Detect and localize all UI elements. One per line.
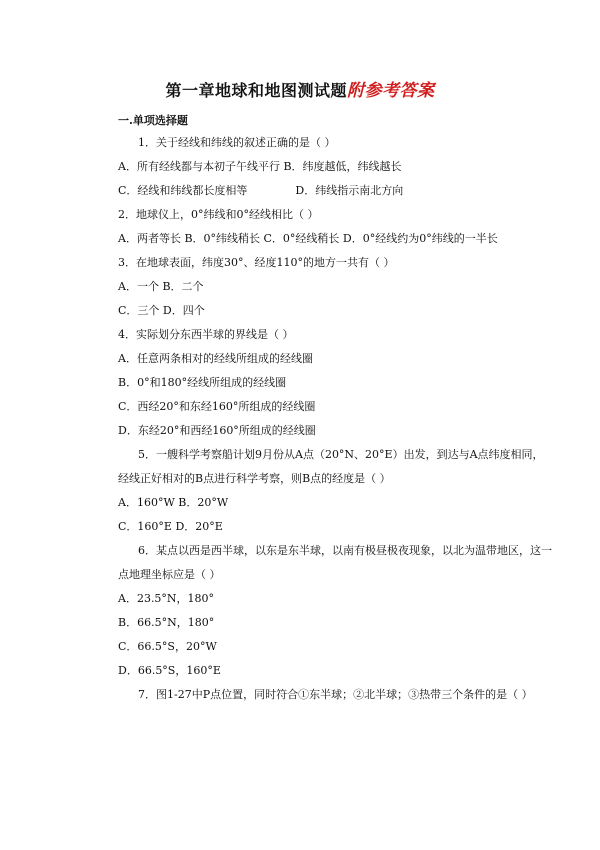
question-6-stem-line2: 点地理坐标应是（ ） [118,568,221,581]
question-3-options-cd: C．三个 D．四个 [118,304,205,317]
question-5-options-ab: A．160°W B．20°W [118,496,229,509]
question-1-option-d: D．纬线指示南北方向 [295,184,404,197]
question-1-stem: 1．关于经线和纬线的叙述正确的是（ ） [138,136,336,149]
question-1-options-ab: A．所有经线都与本初子午线平行 B．纬度越低，纬线越长 [118,160,402,173]
question-3-stem: 3．在地球表面，纬度30°、经度110°的地方一共有（ ） [118,256,395,269]
question-5-stem-line1: 5．一艘科学考察船计划9月份从A点（20°N、20°E）出发，到达与A点纬度相同， [138,448,544,461]
question-7-stem: 7．图1-27中P点位置，同时符合①东半球；②北半球；③热带三个条件的是（ ） [138,688,533,701]
title-main: 第一章地球和地图测试题 [165,81,347,100]
question-4-option-b: B．0°和180°经线所组成的经线圈 [118,376,287,389]
question-1-options-cd [118,184,403,198]
section-heading: 一.单项选择题 [118,114,188,127]
question-4-option-c: C．西经20°和东经160°所组成的经线圈 [118,400,316,413]
question-4-option-a: A．任意两条相对的经线所组成的经线圈 [118,352,313,365]
question-3-options-ab: A．一个 B．二个 [118,280,204,293]
question-1-option-c: C．经线和纬线都长度相等 [118,184,248,197]
question-5-options-cd: C．160°E D．20°E [118,520,223,533]
question-2-options: A．两者等长 B．0°纬线稍长 C．0°经线稍长 D．0°经线约为0°纬线的一半长 [118,232,498,245]
question-4-stem: 4．实际划分东西半球的界线是（ ） [118,328,294,341]
question-4-option-d: D．东经20°和西经160°所组成的经线圈 [118,424,316,437]
question-6-option-d: D．66.5°S，160°E [118,664,221,677]
question-6-option-c: C．66.5°S，20°W [118,640,217,653]
page-title [0,76,600,101]
question-6-option-b: B．66.5°N，180° [118,616,215,629]
question-2-stem: 2．地球仪上，0°纬线和0°经线相比（ ） [118,208,319,221]
question-5-stem-line2: 经线正好相对的B点进行科学考察，则B点的经度是（ ） [118,472,391,485]
question-6-stem-line1: 6．某点以西是西半球，以东是东半球，以南有极昼极夜现象，以北为温带地区，这一 [138,544,552,557]
question-6-option-a: A．23.5°N，180° [118,592,215,605]
title-answer-note: 附参考答案 [347,81,435,101]
